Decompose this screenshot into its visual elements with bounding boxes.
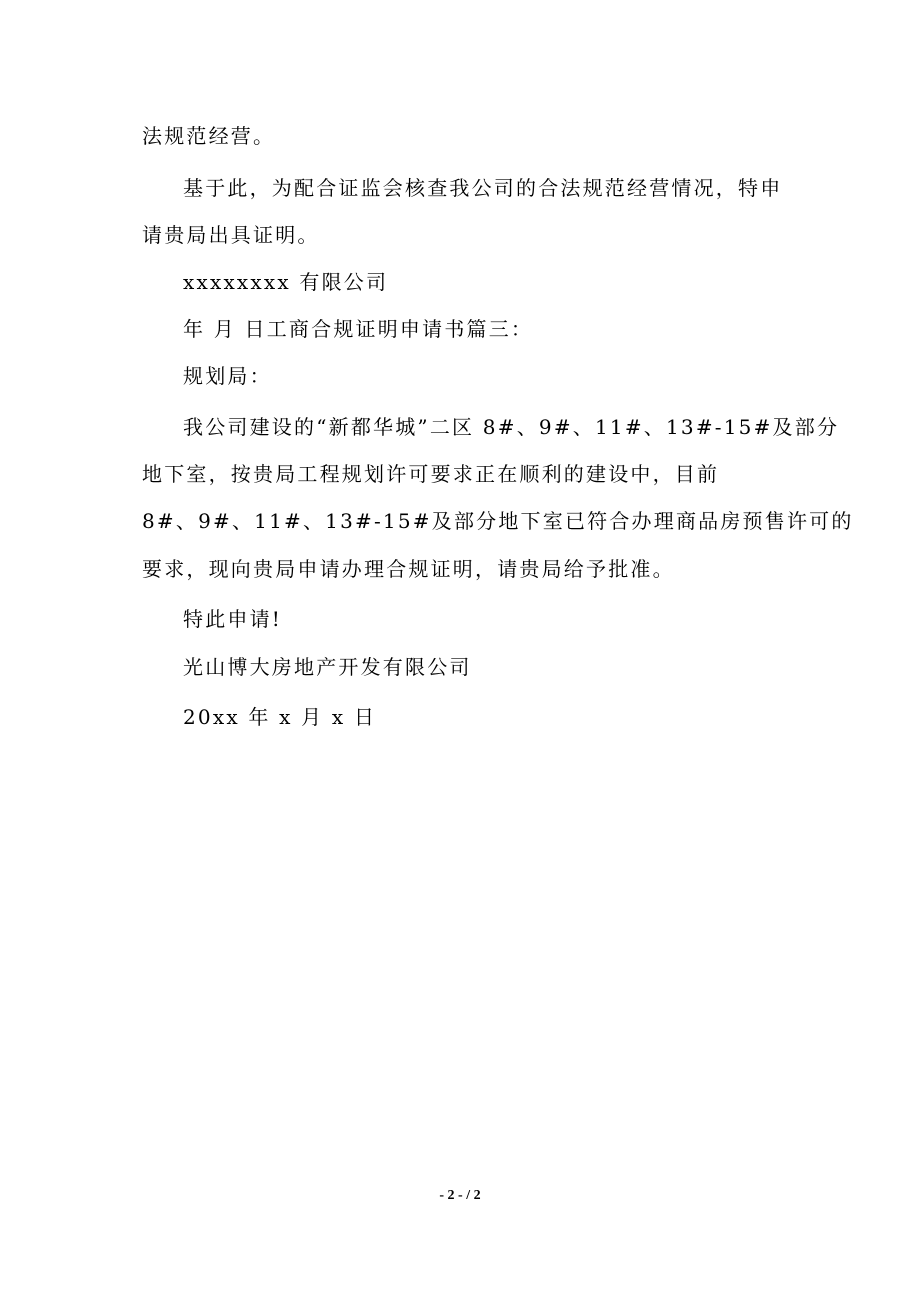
signature-date: 20xx 年 x 月 x 日 — [183, 705, 377, 729]
paragraph-line: 地下室，按贵局工程规划许可要求正在顺利的建设中，目前 — [142, 462, 720, 486]
paragraph-line: 我公司建设的“新都华城”二区 8#、9#、11#、13#-15#及部分 — [183, 415, 840, 439]
paragraph-line: 基于此，为配合证监会核查我公司的合法规范经营情况，特申 — [183, 176, 783, 200]
section-heading: 年 月 日工商合规证明申请书篇三： — [183, 317, 534, 341]
paragraph-line: 8#、9#、11#、13#-15#及部分地下室已符合办理商品房预售许可的 — [142, 509, 854, 533]
recipient: 规划局： — [183, 364, 272, 388]
paragraph-line: 要求，现向贵局申请办理合规证明，请贵局给予批准。 — [142, 557, 675, 581]
signature-company: 光山博大房地产开发有限公司 — [183, 655, 472, 679]
paragraph-line: 请贵局出具证明。 — [142, 223, 320, 247]
page-number: - 2 - / 2 — [439, 1188, 481, 1203]
paragraph-line: 法规范经营。 — [142, 124, 276, 148]
company-name: xxxxxxxx 有限公司 — [183, 270, 389, 294]
closing-line: 特此申请! — [183, 607, 283, 631]
